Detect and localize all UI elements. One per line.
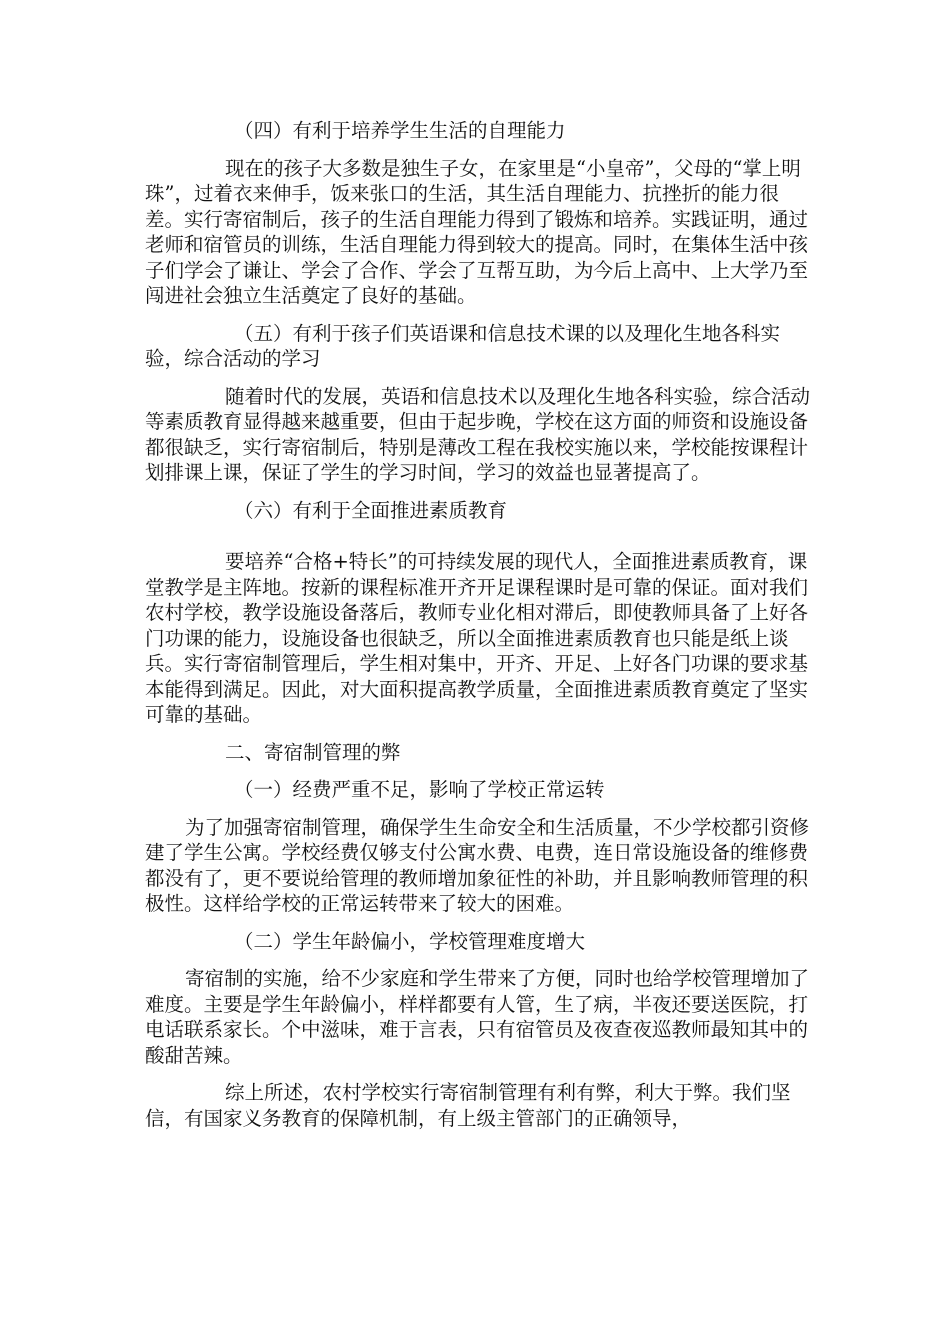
- paragraph: 现在的孩子大多数是独生子女，在家里是“小皇帝”，父母的“掌上明珠”，过着衣来伸手，饭来张口的生活，其生活自理能力、抗挫折的能力很差。实行寄宿制后，孩子的生活自理能力得到了锻炼和培养。实践证明，通过老师和宿管员的训练，生活自理能力得到较大的提高。同时，在集体生活中孩子们学会了谦让、学会了合作、学会了互帮互助，为今后上高中、上大学乃至闯进社会独立生活奠定了良好的基础。: [145, 156, 809, 307]
- paragraph: 为了加强寄宿制管理，确保学生生命安全和生活质量，不少学校都引资修建了学生公寓。学校经费仅够支付公寓水费、电费，连日常设施设备的维修费都没有了，更不要说给管理的教师增加象征性的补助，并且影响教师管理的积极性。这样给学校的正常运转带来了较大的困难。: [145, 815, 810, 915]
- paragraph: 综上所述，农村学校实行寄宿制管理有利有弊，利大于弊。我们坚信，有国家义务教育的保障机制，有上级主管部门的正确领导，: [145, 1081, 791, 1130]
- section-heading: （四）有利于培养学生生活的自理能力: [234, 119, 566, 142]
- chapter-heading: 二、寄宿制管理的弊: [225, 740, 401, 764]
- paragraph: 随着时代的发展，英语和信息技术以及理化生地各科实验，综合活动等素质教育显得越来越重要，但由于起步晚，学校在这方面的师资和设施设备都很缺乏，实行寄宿制后，特别是薄改工程在我校实施以来，学校能按课程计划排课上课，保证了学生的学习时间，学习的效益也显著提高了。: [145, 384, 811, 484]
- paragraph: 要培养“合格+特长”的可持续发展的现代人，全面推进素质教育，课堂教学是主阵地。按新的课程标准开齐开足课程课时是可靠的保证。面对我们农村学校，教学设施设备落后，教师专业化相对滞后，即使教师具备了上好各门功课的能力，设施设备也很缺乏，所以全面推进素质教育也只能是纸上谈兵。实行寄宿制管理后，学生相对集中，开齐、开足、上好各门功课的要求基本能得到满足。因此，对大面积提高教学质量，全面推进素质教育奠定了坚实可靠的基础。: [145, 550, 809, 726]
- document-body: [145, 118, 810, 1143]
- section-heading: （六）有利于全面推进素质教育: [234, 498, 508, 522]
- paragraph: 寄宿制的实施，给不少家庭和学生带来了方便，同时也给学校管理增加了难度。主要是学生年龄偏小，样样都要有人管，生了病，半夜还要送医院，打电话联系家长。个中滋味，难于言表，只有宿管员及夜查夜巡教师最知其中的酸甜苦辣。: [145, 967, 810, 1067]
- section-heading: （二）学生年龄偏小，学校管理难度增大: [234, 929, 586, 953]
- section-heading: （五）有利于孩子们英语课和信息技术课的以及理化生地各科实验，综合活动的学习: [145, 321, 781, 370]
- section-heading: （一）经费严重不足，影响了学校正常运转: [234, 778, 605, 801]
